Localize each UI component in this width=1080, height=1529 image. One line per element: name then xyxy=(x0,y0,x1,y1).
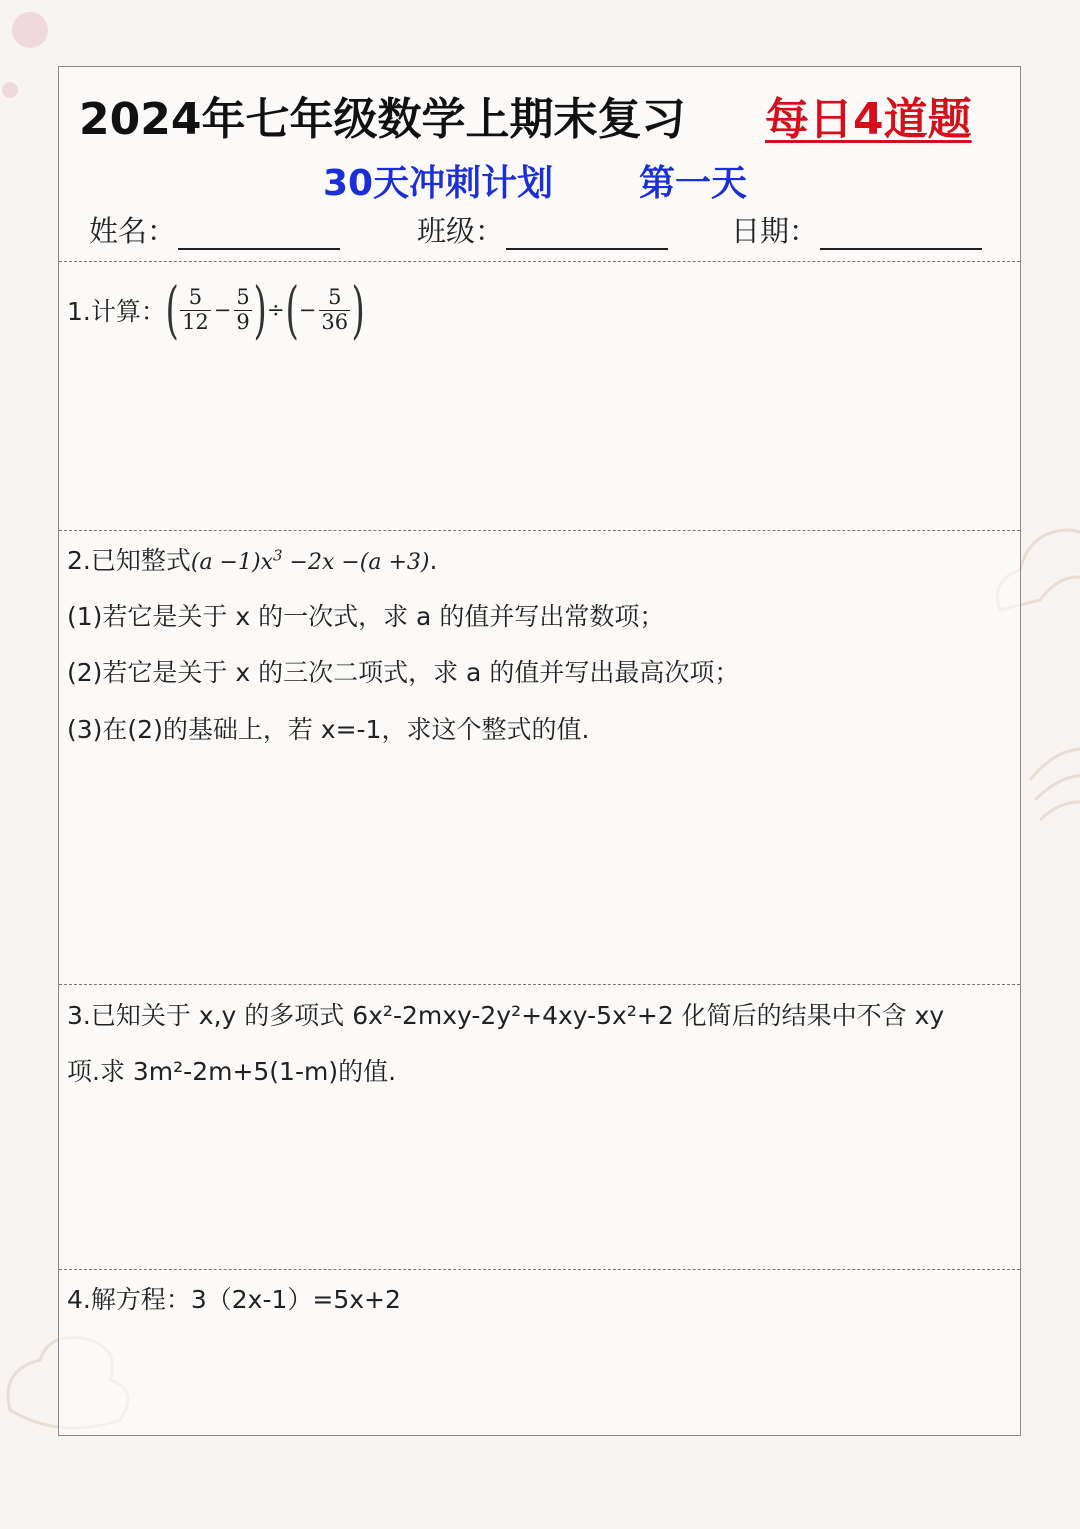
fraction xyxy=(319,286,350,333)
class-blank[interactable] xyxy=(506,220,668,250)
question-2-part-2: (2)若它是关于 x 的三次二项式，求 a 的值并写出最高次项； xyxy=(67,658,740,687)
fraction xyxy=(180,286,211,333)
question-2-part-3: (3)在(2)的基础上，若 x=-1，求这个整式的值. xyxy=(67,715,590,744)
numerator: 5 xyxy=(328,285,342,310)
page-title: 2024年七年级数学上期末复习 xyxy=(79,94,686,145)
day-subtitle: 第一天 xyxy=(639,163,748,204)
name-label: 姓名： xyxy=(89,214,177,248)
denominator: 12 xyxy=(182,309,209,334)
denominator: 9 xyxy=(236,309,250,334)
question-4: 4.解方程：3（2x-1）=5x+2 xyxy=(67,1285,401,1314)
left-paren: ( xyxy=(165,273,179,346)
question-3-line-2: 项.求 3m²-2m+5(1-m)的值. xyxy=(67,1057,397,1086)
question-2-prefix: 2.已知整式 xyxy=(67,546,191,575)
question-1-prefix: 1.计算： xyxy=(67,297,166,326)
worksheet xyxy=(58,66,1021,1436)
date-field xyxy=(731,209,982,250)
negative-sign: − xyxy=(298,298,317,322)
plan-subtitle: 30天冲刺计划 xyxy=(323,163,554,204)
divider xyxy=(59,261,1020,262)
name-field xyxy=(89,209,340,250)
left-paren: ( xyxy=(285,273,299,346)
question-3-line-1: 3.已知关于 x,y 的多项式 6x²-2mxy-2y²+4xy-5x²+2 化简后的结果中不含 xy xyxy=(67,1001,945,1030)
divider xyxy=(59,984,1020,985)
fraction xyxy=(234,286,251,333)
class-label: 班级： xyxy=(417,214,505,248)
question-1 xyxy=(67,273,365,346)
expression-part: −2x −(a +3) xyxy=(282,550,430,575)
worksheet-header xyxy=(59,67,1020,261)
numerator: 5 xyxy=(188,285,203,310)
question-2 xyxy=(67,541,437,577)
right-paren: ) xyxy=(351,273,365,346)
divider xyxy=(59,1269,1020,1270)
minus-sign: − xyxy=(213,298,232,322)
period: . xyxy=(429,546,438,575)
numerator: 5 xyxy=(236,285,250,310)
date-label: 日期： xyxy=(731,214,819,248)
exponent: 3 xyxy=(272,546,283,565)
divider xyxy=(59,530,1020,531)
expression-part: (a −1)x xyxy=(190,550,273,575)
right-paren: ) xyxy=(253,273,267,346)
divide-sign: ÷ xyxy=(266,298,285,322)
daily-badge: 每日4道题 xyxy=(765,94,972,145)
name-blank[interactable] xyxy=(178,220,340,250)
denominator: 36 xyxy=(321,309,349,334)
question-2-part-1: (1)若它是关于 x 的一次式，求 a 的值并写出常数项； xyxy=(67,602,665,631)
class-field xyxy=(417,209,668,250)
date-blank[interactable] xyxy=(820,220,982,250)
polynomial-expression xyxy=(190,546,430,575)
